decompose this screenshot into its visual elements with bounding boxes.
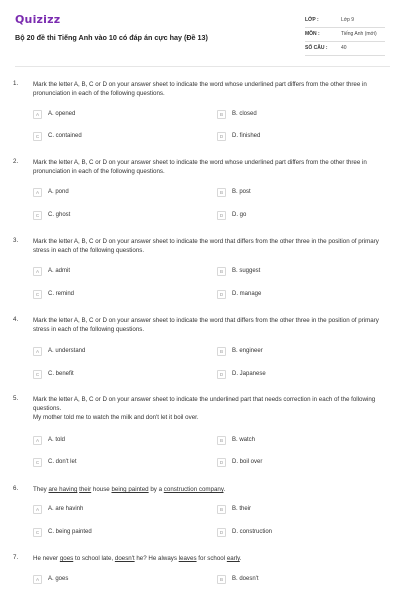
option-letter-box: D bbox=[217, 211, 226, 220]
meta-row-subject bbox=[305, 28, 385, 42]
option-letter-box: A bbox=[33, 436, 42, 445]
sentence-part: house bbox=[91, 486, 112, 493]
question-number: 3. bbox=[13, 237, 19, 244]
option-text: B. their bbox=[232, 506, 252, 512]
meta-table bbox=[305, 14, 385, 56]
sentence-part: He never bbox=[33, 555, 60, 562]
sentence-part: by a bbox=[148, 486, 164, 493]
sentence-part: They bbox=[33, 486, 49, 493]
question-text: Mark the letter A, B, C or D on your answer sheet to indicate the word that differs from the other three in the position of primary stress in each of the following questions. bbox=[33, 238, 379, 255]
option-text: B. watch bbox=[232, 437, 256, 443]
option-text: B. closed bbox=[232, 111, 257, 117]
question-text bbox=[33, 395, 390, 423]
question-number: 5. bbox=[13, 395, 19, 402]
option-text: C. being painted bbox=[48, 529, 92, 535]
quizizz-logo: Quizizz bbox=[15, 13, 61, 26]
option-text: B. engineer bbox=[232, 348, 263, 354]
option-text: C. remind bbox=[48, 291, 75, 297]
option-text: B. doesn't bbox=[232, 576, 259, 582]
option-letter-box: B bbox=[217, 188, 226, 197]
underlined-part: their bbox=[79, 486, 92, 493]
question-number: 1. bbox=[13, 80, 19, 87]
option-text: D. boil over bbox=[232, 459, 263, 465]
option-letter-box: B bbox=[217, 347, 226, 356]
option-text: A. opened bbox=[48, 111, 76, 117]
sentence-part: he? He always bbox=[134, 555, 179, 562]
question-number: 7. bbox=[13, 554, 19, 561]
underlined-part: are having bbox=[48, 486, 78, 493]
meta-row-class bbox=[305, 14, 385, 28]
option-text: C. don't let bbox=[48, 459, 77, 465]
question-text bbox=[33, 554, 390, 563]
underlined-part: goes bbox=[59, 555, 74, 562]
option-letter-box: A bbox=[33, 575, 42, 584]
option-letter-box: C bbox=[33, 370, 42, 379]
underlined-part: construction company bbox=[163, 486, 224, 493]
option-letter-box: A bbox=[33, 505, 42, 514]
option-text: A. goes bbox=[48, 576, 69, 582]
option-letter-box: A bbox=[33, 267, 42, 276]
sentence-part: . bbox=[239, 555, 242, 562]
question-number: 4. bbox=[13, 316, 19, 323]
option-text: A. understand bbox=[48, 348, 86, 354]
option-text: D. finished bbox=[232, 133, 261, 139]
option-letter-box: B bbox=[217, 505, 226, 514]
underlined-part: early bbox=[226, 555, 240, 562]
underlined-part: leaves bbox=[178, 555, 197, 562]
option-text: A. told bbox=[48, 437, 66, 443]
option-text: C. ghost bbox=[48, 212, 71, 218]
option-letter-box: C bbox=[33, 528, 42, 537]
option-letter-box: D bbox=[217, 458, 226, 467]
question-number: 2. bbox=[13, 158, 19, 165]
question-text: Mark the letter A, B, C or D on your answer sheet to indicate the word whose underlined part differs from the other three in pronunciation in each of the following questions. bbox=[33, 159, 367, 176]
option-letter-box: B bbox=[217, 110, 226, 119]
meta-value: Lớp 9 bbox=[341, 17, 355, 23]
option-text: D. go bbox=[232, 212, 247, 218]
option-text: D. manage bbox=[232, 291, 262, 297]
underlined-part: doesn't bbox=[114, 555, 135, 562]
option-text: B. post bbox=[232, 189, 251, 195]
header-divider bbox=[15, 66, 390, 67]
option-text: C. contained bbox=[48, 133, 82, 139]
underlined-part: being painted bbox=[111, 486, 149, 493]
sentence-part: for school bbox=[196, 555, 227, 562]
option-letter-box: D bbox=[217, 132, 226, 141]
option-letter-box: B bbox=[217, 436, 226, 445]
meta-row-count bbox=[305, 42, 385, 56]
sentence-part: . bbox=[223, 486, 226, 493]
meta-value: 40 bbox=[341, 45, 347, 51]
option-text: C. benefit bbox=[48, 371, 74, 377]
option-letter-box: C bbox=[33, 132, 42, 141]
meta-value: Tiếng Anh (mới) bbox=[341, 31, 377, 37]
option-letter-box: A bbox=[33, 347, 42, 356]
option-letter-box: A bbox=[33, 110, 42, 119]
sentence-part: to school late, bbox=[73, 555, 115, 562]
option-text: B. suggest bbox=[232, 268, 261, 274]
option-text: A. admit bbox=[48, 268, 71, 274]
question-text: Mark the letter A, B, C or D on your answer sheet to indicate the word whose underlined part differs from the other three in pronunciation in each of the following questions. bbox=[33, 81, 367, 98]
question-instruction: Mark the letter A, B, C or D on your answer sheet to indicate the underlined part that needs correction in each of the following questions. bbox=[33, 396, 376, 413]
meta-key: LỚP : bbox=[305, 17, 319, 23]
question-text bbox=[33, 485, 390, 494]
option-letter-box: B bbox=[217, 575, 226, 584]
option-letter-box: C bbox=[33, 211, 42, 220]
meta-key: MÔN : bbox=[305, 31, 320, 37]
option-letter-box: D bbox=[217, 370, 226, 379]
option-text: D. construction bbox=[232, 529, 273, 535]
option-text: A. are havinh bbox=[48, 506, 84, 512]
option-letter-box: C bbox=[33, 290, 42, 299]
option-letter-box: D bbox=[217, 290, 226, 299]
option-letter-box: A bbox=[33, 188, 42, 197]
option-text: D. Japanese bbox=[232, 371, 266, 377]
question-sentence: My mother told me to watch the milk and don't let it boil over. bbox=[33, 414, 199, 422]
question-text: Mark the letter A, B, C or D on your answer sheet to indicate the word that differs from the other three in the position of primary stress in each of the following questions. bbox=[33, 317, 379, 334]
option-letter-box: B bbox=[217, 267, 226, 276]
meta-key: SỐ CÂU : bbox=[305, 45, 328, 51]
option-text: A. pond bbox=[48, 189, 69, 195]
option-letter-box: C bbox=[33, 458, 42, 467]
document-title: Bộ 20 đề thi Tiếng Anh vào 10 có đáp án cực hay (Đề 13) bbox=[15, 33, 208, 42]
question-number: 6. bbox=[13, 485, 19, 492]
option-letter-box: D bbox=[217, 528, 226, 537]
page-header bbox=[0, 0, 400, 62]
